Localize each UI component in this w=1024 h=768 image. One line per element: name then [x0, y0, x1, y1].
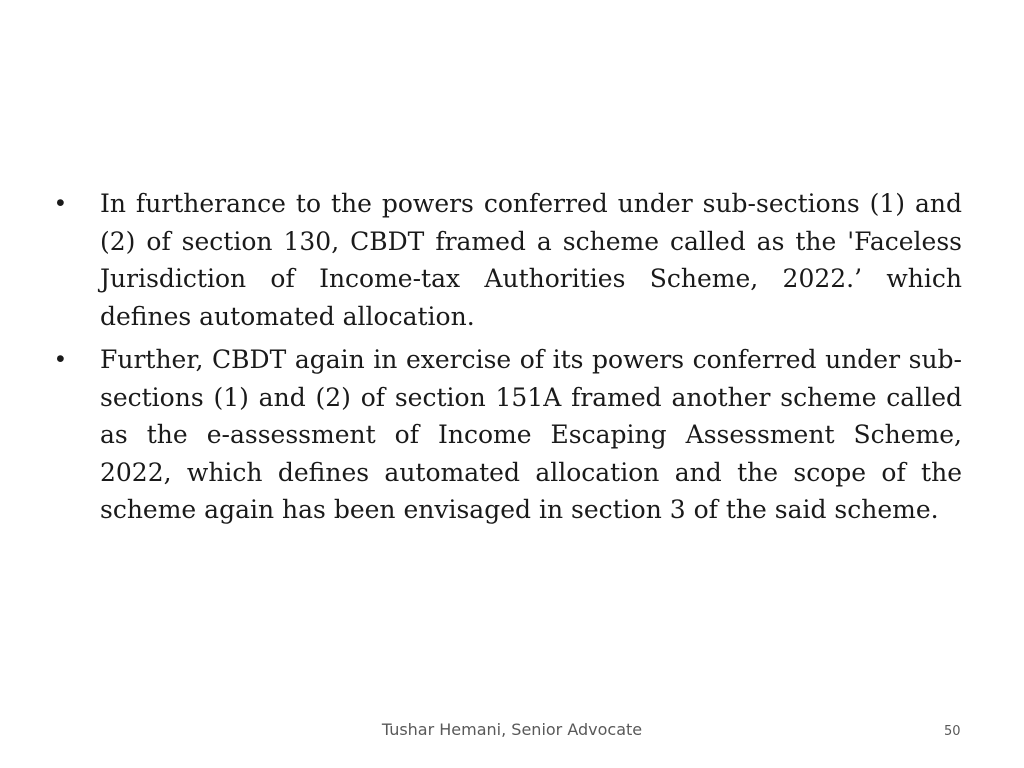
bullet-item [56, 185, 962, 335]
footer-author: Tushar Hemani, Senior Advocate [381, 720, 643, 739]
bullet-text: Further, CBDT again in exercise of its powers conferred under sub-sections (1) and (2) of section 151A framed another scheme called as the e-assessment of Income Escaping Assessment Scheme, 2022, which defines automated allocation and the scope of the scheme again has been envisaged in section 3 of the said scheme. [100, 345, 962, 524]
page-number: 50 [944, 724, 961, 739]
bullet-list [56, 185, 962, 529]
slide-body [56, 185, 962, 535]
bullet-marker: • [56, 345, 65, 373]
bullet-marker: • [56, 189, 65, 217]
bullet-text: In furtherance to the powers conferred under sub-sections (1) and (2) of section 130, CBDT framed a scheme called as the 'Faceless Jurisdiction of Income-tax Authorities Scheme, 2022.’ which defines automated allocation. [100, 189, 962, 331]
bullet-item [56, 341, 962, 529]
